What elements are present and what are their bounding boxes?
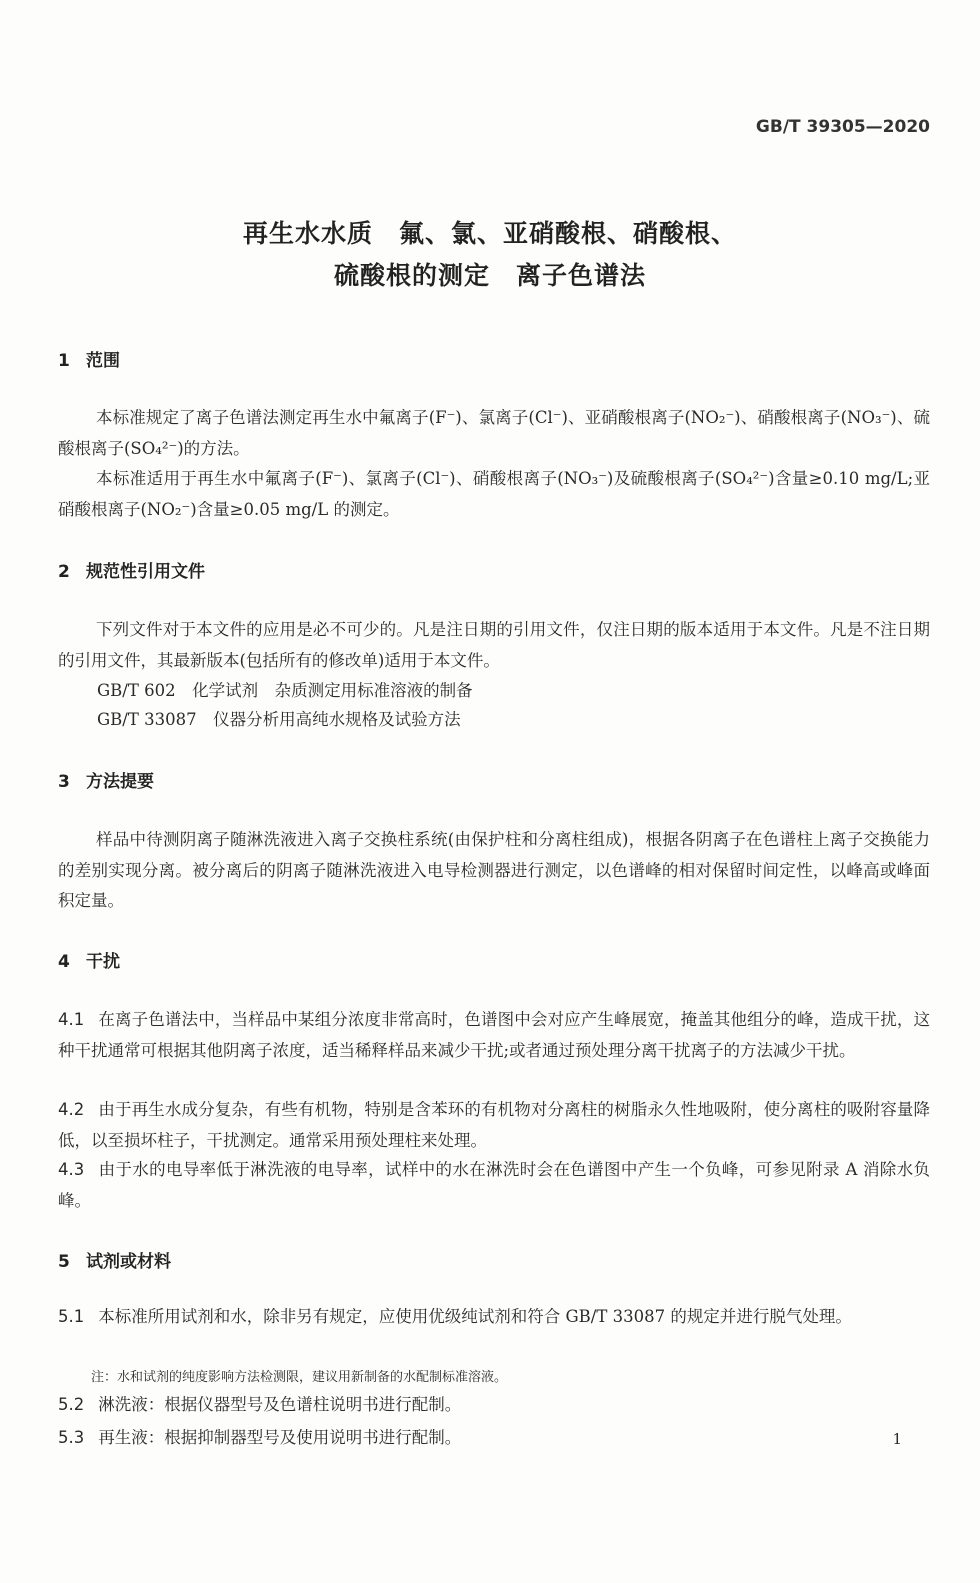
- reference-item: GB/T 602 化学试剂 杂质测定用标准溶液的制备: [97, 681, 473, 700]
- standard-code: GB/T 39305—2020: [755, 117, 930, 137]
- clause-number: 5.1: [58, 1307, 85, 1326]
- section-title: 试剂或材料: [86, 1252, 171, 1272]
- clause-text: 在离子色谱法中，当样品中某组分浓度非常高时，色谱图中会对应产生峰展宽，掩盖其他组分的峰，造成干扰，这种干扰通常可根据其他阴离子浓度，适当稀释样品来减少干扰;或者通过预处理分离干扰离子的方法减少干扰。: [58, 1010, 930, 1060]
- document-title-line2: 硫酸根的测定 离子色谱法: [333, 261, 646, 290]
- section-title: 规范性引用文件: [86, 562, 205, 582]
- clause-5-3: [58, 1423, 930, 1454]
- note: 注：水和试剂的纯度影响方法检测限，建议用新制备的水配制标准溶液。: [91, 1370, 508, 1385]
- clause-4-1: [58, 1005, 930, 1066]
- section-title: 干扰: [86, 952, 120, 972]
- section-2-paragraph-1: 下列文件对于本文件的应用是必不可少的。凡是注日期的引用文件，仅注日期的版本适用于本文件。凡是不注日期的引用文件，其最新版本(包括所有的修改单)适用于本文件。: [58, 620, 930, 670]
- clause-text: 本标准所用试剂和水，除非另有规定，应使用优级纯试剂和符合 GB/T 33087 的规定并进行脱气处理。: [98, 1307, 852, 1326]
- reference-item: GB/T 33087 仪器分析用高纯水规格及试验方法: [97, 710, 461, 729]
- section-1-paragraph-2: 本标准适用于再生水中氟离子(F⁻)、氯离子(Cl⁻)、硝酸根离子(NO₃⁻)及硫酸根离子(SO₄²⁻)含量≥0.10 mg/L;亚硝酸根离子(NO₂⁻)含量≥0.05 mg/L 的测定。: [58, 469, 930, 519]
- section-2-heading: [58, 557, 205, 582]
- section-title: 方法提要: [86, 772, 154, 792]
- section-4-heading: [58, 947, 120, 972]
- clause-number: 4.2: [58, 1100, 85, 1119]
- document-title-line1: 再生水水质 氟、氯、亚硝酸根、硝酸根、: [242, 219, 737, 248]
- clause-number: 5.3: [58, 1428, 85, 1447]
- clause-5-2: [58, 1390, 930, 1421]
- clause-text: 淋洗液：根据仪器型号及色谱柱说明书进行配制。: [98, 1395, 462, 1414]
- clause-number: 5.2: [58, 1395, 85, 1414]
- page-number: 1: [892, 1430, 902, 1448]
- clause-number: 4.3: [58, 1160, 85, 1179]
- section-number: 3: [58, 772, 70, 792]
- section-5-heading: [58, 1247, 171, 1272]
- section-number: 1: [58, 351, 70, 371]
- section-3-paragraph-1: 样品中待测阴离子随淋洗液进入离子交换柱系统(由保护柱和分离柱组成)，根据各阴离子在色谱柱上离子交换能力的差别实现分离。被分离后的阴离子随淋洗液进入电导检测器进行测定，以色谱峰的相对保留时间定性，以峰高或峰面积定量。: [58, 830, 930, 910]
- section-1-heading: [58, 346, 120, 371]
- clause-text: 再生液：根据抑制器型号及使用说明书进行配制。: [98, 1428, 462, 1447]
- section-3-heading: [58, 767, 154, 792]
- section-number: 4: [58, 952, 70, 972]
- section-number: 2: [58, 562, 70, 582]
- clause-4-2: [58, 1095, 930, 1156]
- clause-5-1: [58, 1302, 930, 1333]
- section-1-paragraph-1: 本标准规定了离子色谱法测定再生水中氟离子(F⁻)、氯离子(Cl⁻)、亚硝酸根离子(NO₂⁻)、硝酸根离子(NO₃⁻)、硫酸根离子(SO₄²⁻)的方法。: [58, 408, 930, 458]
- clause-text: 由于再生水成分复杂，有些有机物，特别是含苯环的有机物对分离柱的树脂永久性地吸附，使分离柱的吸附容量降低，以至损坏柱子，干扰测定。通常采用预处理柱来处理。: [58, 1100, 930, 1150]
- clause-4-3: [58, 1155, 930, 1216]
- clause-number: 4.1: [58, 1010, 85, 1029]
- clause-text: 由于水的电导率低于淋洗液的电导率，试样中的水在淋洗时会在色谱图中产生一个负峰，可参见附录 A 消除水负峰。: [58, 1160, 930, 1210]
- section-title: 范围: [86, 351, 120, 371]
- section-number: 5: [58, 1252, 70, 1272]
